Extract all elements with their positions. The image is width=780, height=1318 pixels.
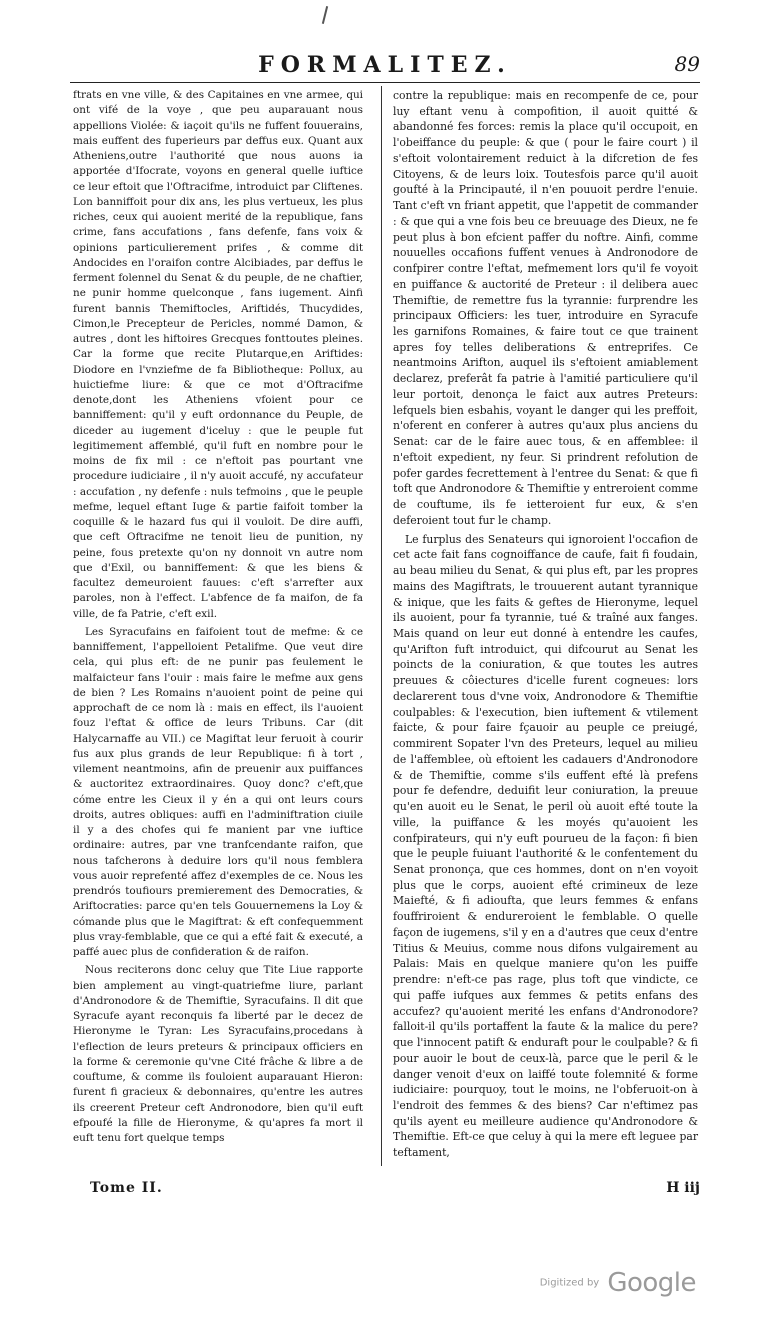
page-header <box>70 50 700 80</box>
page-number: 89 <box>674 52 700 76</box>
header-rule <box>70 82 700 83</box>
paragraph: ftrats en vne ville, & des Capitaines en vne armee, qui ont vifé de la voye , que peu auparauant nous appellions Violée: & iaçoit qu'ils ne fuffent fouuerains, mais euffent des fuperieurs par deffus eux. Quant aux Atheniens,outre l'authorité que nous auons ia apportée d'Ifocrate, voyons en general quelle iuftice ce leur eftoit que l'Oftracifme, introduict par Cliftenes. Lon banniffoit pour dix ans, les plus vertueux, les plus riches, ceux qui auoient merité de la republique, fans crime, fans accufations , fans defenfe, fans voix & opinions particulierement prifes , & comme dit Andocides en l'oraifon contre Alcibiades, par deffus le ferment folennel du Senat & du peuple, de ne chaftier, ne punir homme quelconque , fans iugement. Ainfi furent bannis Themiftocles, Ariftidés, Thucydides, Cimon,le Precepteur de Pericles, nommé Damon, & autres , dont les hiftoires Grecques fonttoutes pleines. Car la forme que recite Plutarque,en Ariftides: Diodore en l'vnziefme de fa Bibliotheque: Pollux, au huictiefme liure: & que ce mot d'Oftracifme denote,dont les Atheniens vfoient pour ce banniffement: qu'il y euft ordonnance du Peuple, de diceder au iugement d'iceluy : que le peuple fut legitimement affemblé, qu'il fuft en nombre pour le moins de fix mil : ce n'eftoit pas pourtant vne procedure iudiciaire , il n'y auoit accufé, ny accufateur : accufation , ny defenfe : nuls tefmoins , que le peuple mefme, lequel eftant Iuge & partie faifoit tomber la coquille & le hazard fus qui il vouloit. De dire auffi, que ceft Oftracifme ne tenoit lieu de punition, ny peine, fous pretexte qu'on ny donnoit vn autre nom que d'Exil, ou banniffement: & que les biens & facultez demeuroient fauues: c'eft s'arrefter aux paroles, non à l'effect. L'abfence de fa maifon, de fa ville, de fa Patrie, c'eft exil. <box>73 89 363 620</box>
right-column <box>393 88 698 1164</box>
running-title: FORMALITEZ. <box>258 52 512 78</box>
column-divider <box>381 86 382 1166</box>
signature-mark: H iij <box>666 1180 700 1196</box>
watermark-prefix: Digitized by <box>539 1277 600 1289</box>
digitization-watermark <box>540 1268 696 1298</box>
page-footer <box>90 1180 700 1202</box>
paragraph: Nous reciterons donc celuy que Tite Liue rapporte bien amplement au vingt-quatriefme liure, parlant d'Andronodore & de Themiftie, Syracufains. Il dit que Syracufe ayant reconquis fa liberté par le decez de Hieronyme le Tyran: Les Syracufains,procedans à l'eflection de leurs preteurs & principaux officiers en la forme & ceremonie qu'vne Cité frâche & libre a de couftume, & comme ils fouloient auparauant Hieron: furent fi gracieux & debonnaires, qu'entre les autres ils creerent Preteur ceft Andronodore, bien qu'il euft efpoufé la fille de Hieronyme, & qu'apres fa mort il euft tenu fort quelque temps <box>73 964 363 1144</box>
ink-mark <box>322 6 328 24</box>
volume-label: Tome II. <box>90 1180 163 1196</box>
left-column <box>73 88 363 1149</box>
paragraph: Le furplus des Senateurs qui ignoroient l'occafion de cet acte fait fans cognoiffance de caufe, fait fi foudain, au beau milieu du Senat, & qui plus eft, par les propres mains des Magiftrats, le trouuerent autant tyrannique & inique, que les faits & geftes de Hieronyme, lequel ils auoient, pour fa tyrannie, tué & traîné aux fanges. Mais quand on leur eut donné à entendre les caufes, qu'Arifton fuft introduict, qui difcourut au Senat les poincts de la coniuration, & que toutes les autres preuues & côiectures d'icelle furent cogneues: lors declarerent tous d'vne voix, Andronodore & Themiftie coulpables: & l'execution, bien iuftement & vtilement faicte, & pour faire fçauoir au peuple ce preiugé, commirent Sopater l'vn des Preteurs, lequel au milieu de l'affemblee, où eftoient les cadauers d'Andronodore & de Themiftie, comme s'ils euffent efté là prefens pour fe defendre, deduifit leur coniuration, la preuue qu'en auoit eu le Senat, le peril où auoit efté toute la ville, la puiffance & les moyés qu'auoient les confpirateurs, qui n'y euft pourueu de la façon: fi bien que le peuple fuiuant l'authorité & le confentement du Senat prononça, que ces hommes, dont on n'en voyoit plus que le corps, auoient efté crimineux de leze Maiefté, & fi adioufta, que leurs femmes & enfans fouffriroient & endureroient le femblable. O quelle façon de iugemens, s'il y en a d'autres que ceux d'entre Titius & Meuius, comme nous difons vulgairement au Palais: Mais en quelque maniere qu'on les puiffe prendre: n'eft-ce pas rage, plus toft que vindicte, ce qui paffe iufques aux femmes & petits enfans des accufez? qu'auoient merité les enfans d'Andronodore? falloit-il qu'ils portaffent la faute & la malice du pere? que l'innocent patift & enduraft pour le coulpable? & fi pour auoir le bout de ceux-là, parce que le peril & le danger venoit d'eux on laiffé toute folemnité & forme iudiciaire: pourquoy, tout le moins, ne l'obferuoit-on à l'endroit des femmes & des biens? Car n'eftimez pas qu'ils ayent eu meilleure audience qu'Andronodore & Themiftie. Eft-ce que celuy à qui la mere eft leguee par teftament, <box>393 532 699 1160</box>
google-logo: Google <box>607 1268 696 1298</box>
paragraph: contre la republique: mais en recompenfe de ce, pour luy eftant venu à compofition, il auoit quitté & abandonné fes forces: remis la place qu'il occupoit, en l'obeiffance du peuple: & que ( pour le faire court ) il s'eftoit volontairement reduict à la difcretion de fes Citoyens, & de leurs loix. Toutesfois parce qu'il auoit goufté à la Principauté, il n'en pouuoit perdre l'enuie. Tant c'eft vn friant appetit, que l'appetit de commander : & que qui a vne fois beu ce breuuage des Dieux, ne fe peut plus à bon efcient paffer du noftre. Ainfi, comme nouuelles occafions fuffent venues à Andronodore de confpirer contre l'eftat, mefmement lors qu'il fe voyoit en puiffance & auctorité de Preteur : il delibera auec Themiftie, de remettre fus la tyrannie: furprendre les principaux Officiers: les tuer, introduire en Syracufe les garnifons Romaines, & faire tout ce que trainent apres foy telles deliberations & entreprifes. Ce neantmoins Arifton, auquel ils s'eftoient amiablement declarez, preferât fa patrie à l'amitié particuliere qu'il leur portoit, denonça le faict aux autres Preteurs: lefquels bien esbahis, voyant le danger qui les preffoit, n'oferent en conferer à autres qu'aux plus anciens du Senat: car de le faire auec tous, & en affemblee: il n'eftoit expedient, ny feur. Si prindrent refolution de pofer gardes fecrettement à l'entree du Senat: & que fi toft que Andronodore & Themiftie y entreroient comme de couftume, ils fe ietteroient fur eux, & s'en deferoient tout fur le champ. <box>393 89 698 527</box>
paragraph: Les Syracufains en faifoient tout de mefme: & ce banniffement, l'appelloient Petalifme. Que veut dire cela, qui plus eft: de ne punir pas feulement le malfaicteur fans l'ouir : mais faire le mefme aux gens de bien ? Les Romains n'auoient point de peine qui approchaft de ce nom là : mais en effect, ils l'auoient fouz l'eftat & office de leurs Tribuns. Car (dit Halycarnaffe au VII.) ce Magiftat leur feruoit à courir fus aux plus grands de leur Republique: fi à tort , vilement neantmoins, afin de preuenir aux puiffances & auctoritez extraordinaires. Quoy donc? c'eft,que cóme entre les Cieux il y én a qui ont leurs cours droits, autres obliques: auffi en l'adminiftration ciuile il y a des chofes qui fe manient par vne iuftice ordinaire: autres, par vne tranfcendante raifon, que nous tafcherons à deduire lors qu'il nous femblera vous auoir reprefenté affez d'exemples de ce. Nous les prendrós toufiours premierement des Democraties, & Ariftocraties: parce qu'en tels Gouuernemens la Loy & cómande plus que le Magiftrat: & eft confequemment plus vray-femblable, que ce qui a efté fait & executé, a paffé auec plus de confideration & de raifon. <box>73 625 363 958</box>
